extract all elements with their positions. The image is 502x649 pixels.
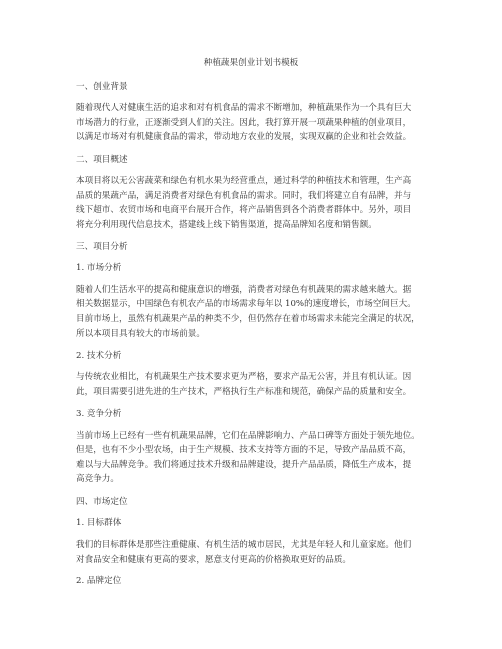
paragraph-line: 随着人们生活水平的提高和健康意识的增强，消费者对绿色有机蔬果的需求越来越大。据 [76,285,412,295]
section-heading-analysis: 三、项目分析 [76,242,128,252]
paragraph-line: 相关数据显示，中国绿色有机农产品的市场需求每年以 10%的速度增长，市场空间巨大。 [76,299,416,309]
paragraph-line: 以满足市场对有机健康食品的需求，带动地方农业的发展，实现双赢的企业和社会效益。 [76,132,412,142]
paragraph-line: 此，项目需要引进先进的生产技术，严格执行生产标准和规范，确保产品的质量和安全。 [76,387,412,397]
subheading-market-analysis: 1. 市场分析 [76,263,122,273]
paragraph-line: 目前市场上，虽然有机蔬果产品的种类不少，但仍然存在着市场需求未能完全满足的状况， [76,314,420,324]
paragraph-line: 难以与大品牌竞争。我们将通过技术升级和品牌建设，提升产品品质，降低生产成本，提 [76,460,412,470]
paragraph-line: 线下超市、农贸市场和电商平台展开合作，将产品销售到各个消费者群体中。另外，项目 [76,205,412,215]
subheading-target-group: 1. 目标群体 [76,518,122,528]
section-heading-positioning: 四、市场定位 [76,497,128,507]
paragraph-line: 对食品安全和健康有更高的要求，愿意支付更高的价格换取更好的品质。 [76,555,352,565]
paragraph-line: 当前市场上已经有一些有机蔬果品牌，它们在品牌影响力、产品口碑等方面处于领先地位。 [76,431,420,441]
paragraph-line: 随着现代人对健康生活的追求和对有机食品的需求不断增加，种植蔬果作为一个具有巨大 [76,103,412,113]
paragraph-line: 本项目将以无公害蔬菜和绿色有机水果为经营重点，通过科学的种植技术和管理，生产高 [76,176,412,186]
paragraph-line: 但是，也有不少小型农场，由于生产规模、技术支持等方面的不足，导致产品品质不高， [76,445,412,455]
paragraph-line: 我们的目标群体是那些注重健康、有机生活的城市居民，尤其是年轻人和儿童家庭。他们 [76,540,412,550]
section-heading-overview: 二、项目概述 [76,155,128,165]
paragraph-line: 品质的果蔬产品，满足消费者对绿色有机食品的需求。同时，我们将建立自有品牌，并与 [76,191,412,201]
paragraph-line: 市场潜力的行业，正逐渐受到人们的关注。因此，我打算开展一项蔬果种植的创业项目， [76,118,412,128]
subheading-technical-analysis: 2. 技术分析 [76,351,122,361]
subheading-brand-positioning: 2. 品牌定位 [76,576,122,586]
paragraph-line: 与传统农业相比，有机蔬果生产技术要求更为严格，要求产品无公害，并且有机认证。因 [76,372,412,382]
section-heading-background: 一、创业背景 [76,82,128,92]
paragraph-line: 将充分利用现代信息技术，搭建线上线下销售渠道，提高品牌知名度和销售额。 [76,220,377,230]
paragraph-line: 所以本项目具有较大的市场前景。 [76,329,205,339]
subheading-competition-analysis: 3. 竞争分析 [76,409,122,419]
document-title: 种植蔬果创业计划书模板 [203,58,299,68]
paragraph-line: 高竞争力。 [76,474,119,484]
